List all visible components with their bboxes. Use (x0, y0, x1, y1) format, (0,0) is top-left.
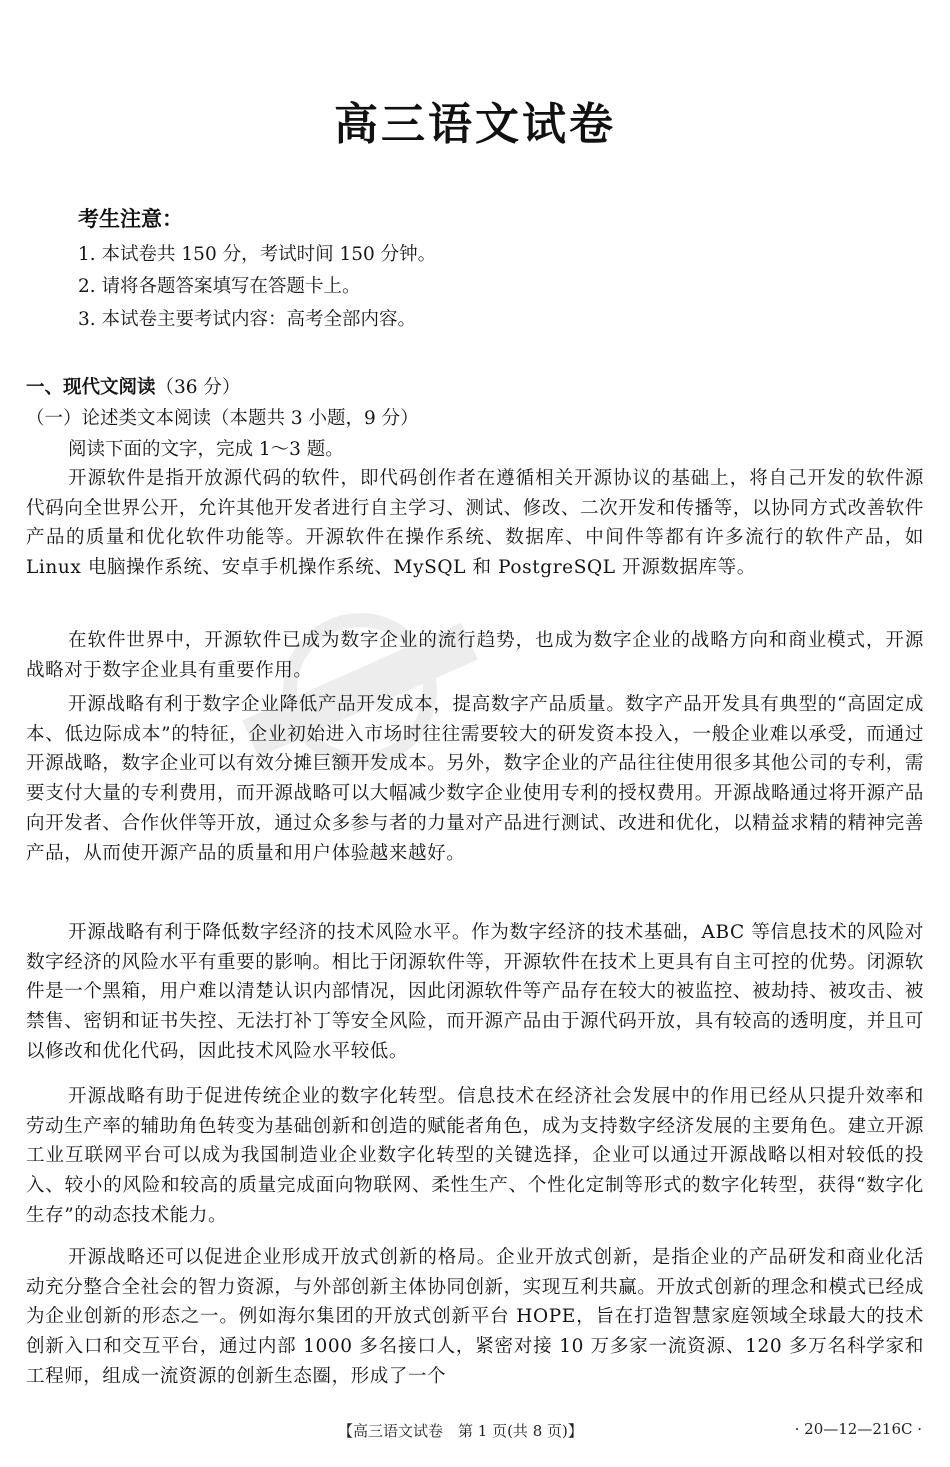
exam-title: 高三语文试卷 (334, 99, 616, 150)
reading-instruction: 阅读下面的文字，完成 1～3 题。 (68, 439, 344, 460)
subsection-heading: （一）论述类文本阅读（本题共 3 小题，9 分） (26, 408, 419, 429)
section-title: 一、现代文阅读 (26, 377, 156, 398)
section-heading (26, 373, 240, 399)
passage-paragraph: 开源软件是指开放源代码的软件，即代码创作者在遵循相关开源协议的基础上，将自己开发的软件源代码向全世界公开，允许其他开发者进行自主学习、测试、修改、二次开发和传播等，以协同方式改善软件产品的质量和优化软件功能等。开源软件在操作系统、数据库、中间件等都有许多流行的软件产品，如 Linux 电脑操作系统、安卓手机操作系统、MySQL 和 PostgreSQL 开源数据库等。 (26, 468, 924, 579)
notice-heading: 考生注意： (78, 207, 183, 231)
passage-paragraph: 开源战略有利于数字企业降低产品开发成本，提高数字产品质量。数字产品开发具有典型的“高固定成本、低边际成本”的特征，企业初始进入市场时往往需要较大的研发资本投入，一般企业难以承受，而通过开源战略，数字企业可以有效分摊巨额开发成本。另外，数字企业的产品往往使用很多其他公司的专利，需要支付大量的专利费用，而开源战略可以大幅减少数字企业使用专利的授权费用。开源战略通过将开源产品向开发者、合作伙伴等开放，通过众多参与者的力量对产品进行测试、改进和优化，以精益求精的精神完善产品，从而使开源产品的质量和用户体验越来越好。 (26, 694, 924, 864)
notice-item: 1. 本试卷共 150 分，考试时间 150 分钟。 (78, 244, 437, 265)
passage-paragraph: 开源战略有助于促进传统企业的数字化转型。信息技术在经济社会发展中的作用已经从只提升效率和劳动生产率的辅助角色转变为基础创新和创造的赋能者角色，成为支持数字经济发展的主要角色。建立开源工业互联网平台可以成为我国制造业企业数字化转型的关键选择，企业可以通过开源战略以相对较低的投入、较小的风险和较高的质量完成面向物联网、柔性生产、个性化定制等形式的数字化转型，获得“数字化生存”的动态技术能力。 (26, 1086, 924, 1226)
passage-paragraph: 在软件世界中，开源软件已成为数字企业的流行趋势，也成为数字企业的战略方向和商业模式，开源战略对于数字企业具有重要作用。 (26, 630, 924, 681)
page-number: 【高三语文试卷 第 1 页(共 8 页)】 (338, 1422, 583, 1440)
section-points: （36 分） (155, 377, 241, 398)
exam-code: · 20—12—216C · (794, 1420, 922, 1438)
passage-paragraph: 开源战略还可以促进企业形成开放式创新的格局。企业开放式创新，是指企业的产品研发和商业化活动充分整合全社会的智力资源，与外部创新主体协同创新，实现互利共赢。开放式创新的理念和模式已经成为企业创新的形态之一。例如海尔集团的开放式创新平台 HOPE，旨在打造智慧家庭领域全球最大的技术创新入口和交互平台，通过内部 1000 多名接口人，紧密对接 10 万多家一流资源、120 多万名科学家和工程师，组成一流资源的创新生态圈，形成了一个 (26, 1247, 924, 1387)
passage-paragraph: 开源战略有利于降低数字经济的技术风险水平。作为数字经济的技术基础，ABC 等信息技术的风险对数字经济的风险水平有重要的影响。相比于闭源软件等，开源软件在技术上更具有自主可控的优势。闭源软件是一个黑箱，用户难以清楚认识内部情况，因此闭源软件等产品存在较大的被监控、被劫持、被攻击、被禁售、密钥和证书失控、无法打补丁等安全风险，而开源产品由于源代码开放，具有较高的透明度，并且可以修改和优化代码，因此技术风险水平较低。 (26, 922, 924, 1062)
notice-item: 2. 请将各题答案填写在答题卡上。 (78, 276, 361, 297)
notice-item: 3. 本试卷主要考试内容：高考全部内容。 (78, 309, 417, 330)
